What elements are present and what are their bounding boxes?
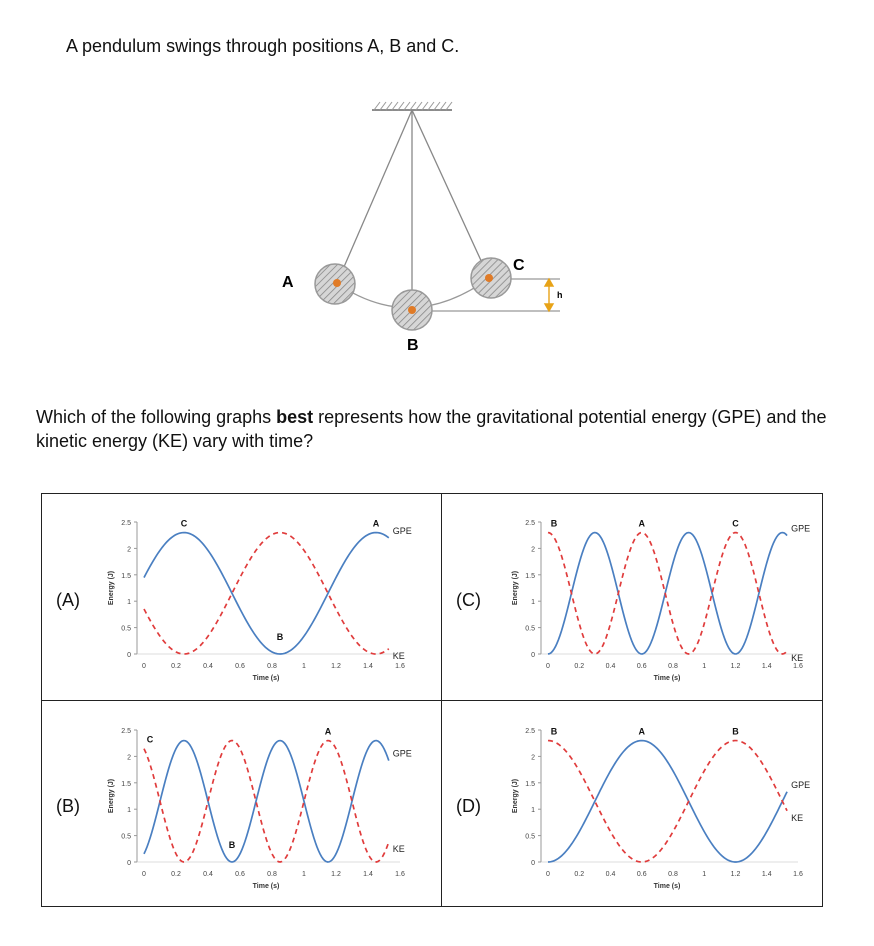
prompt-text-end: represents how the gravitational potential energy (GPE) and the kinetic energy (KE) vary with time? (36, 407, 827, 451)
position-annotation: B (276, 632, 284, 642)
series-gpe-label: GPE (791, 779, 811, 790)
position-annotation: B (732, 726, 739, 737)
option-label-b[interactable]: (B) (56, 796, 80, 816)
option-label-c[interactable]: (C) (456, 590, 481, 610)
y-tick-label: 2.5 (121, 520, 131, 527)
x-tick-label: 1.6 (793, 871, 803, 878)
position-annotation: C (732, 518, 739, 529)
series-gpe-label: GPE (791, 523, 811, 534)
y-tick-label: 1 (127, 599, 131, 607)
x-tick-label: 1.2 (331, 871, 341, 878)
label-a: A (282, 274, 294, 291)
x-tick-label: 1.2 (730, 663, 741, 670)
position-annotation: A (324, 726, 332, 737)
x-tick-label: 0.8 (668, 871, 678, 878)
prompt-bold: best (276, 407, 314, 427)
height-arrow (545, 279, 553, 311)
x-tick-label: 1 (302, 663, 306, 670)
position-annotation: B (550, 726, 558, 737)
strings (337, 110, 489, 310)
y-tick-label: 2.5 (525, 728, 535, 735)
series-ke-label: KE (392, 650, 405, 661)
y-tick-label: 2 (127, 754, 131, 762)
y-tick-label: 0.5 (121, 625, 131, 633)
position-annotation: C (146, 734, 154, 745)
y-tick-label: 0.5 (525, 833, 535, 841)
x-tick-label: 1.2 (331, 663, 341, 670)
x-tick-label: 1.6 (395, 663, 405, 670)
x-tick-label: 0.6 (235, 871, 245, 878)
y-tick-label: 0 (127, 652, 131, 659)
x-tick-label: 0.4 (605, 871, 616, 878)
y-axis-label: Energy (J) (108, 570, 115, 606)
series-ke-label: KE (791, 653, 804, 664)
x-tick-label: 1 (302, 871, 306, 878)
option-label-a[interactable]: (A) (56, 590, 80, 610)
position-annotation: C (180, 518, 188, 529)
bob-c (471, 258, 511, 298)
x-tick-label: 1.4 (761, 871, 772, 878)
position-annotation: A (372, 518, 380, 529)
label-b: B (407, 337, 419, 354)
x-axis-label: Time (s) (252, 675, 280, 682)
x-tick-label: 0 (546, 663, 550, 670)
y-axis-label: Energy (J) (512, 778, 519, 814)
position-annotation: B (550, 518, 558, 529)
grid-divider-horizontal (42, 700, 822, 701)
x-tick-label: 0.6 (235, 663, 245, 670)
y-tick-label: 0.5 (121, 833, 131, 841)
question-intro: A pendulum swings through positions A, B and C. (66, 36, 460, 56)
bob-a (315, 264, 355, 304)
x-tick-label: 0.2 (171, 871, 181, 878)
x-tick-label: 0.6 (636, 663, 647, 670)
x-tick-label: 0.8 (267, 871, 277, 878)
series-ke-label: KE (791, 812, 804, 823)
y-tick-label: 1.5 (121, 780, 131, 788)
y-tick-label: 1 (127, 807, 131, 815)
chart-option-d (506, 716, 822, 896)
series-gpe-label: GPE (392, 748, 412, 759)
y-tick-label: 1.5 (121, 572, 131, 580)
y-axis-label: Energy (J) (108, 778, 115, 814)
x-tick-label: 0.8 (668, 663, 678, 670)
bob-b (392, 290, 432, 330)
option-label-d[interactable]: (D) (456, 796, 481, 816)
y-tick-label: 0.5 (525, 625, 535, 633)
x-tick-label: 0.6 (636, 871, 647, 878)
x-tick-label: 0.4 (203, 871, 213, 878)
y-axis-label: Energy (J) (512, 570, 519, 606)
x-tick-label: 0 (142, 871, 146, 878)
position-annotation: A (638, 726, 645, 737)
label-c: C (513, 257, 525, 274)
series-gpe-label: GPE (392, 525, 412, 536)
x-tick-label: 0.4 (605, 663, 616, 670)
answer-grid (41, 493, 823, 907)
y-tick-label: 2 (531, 546, 535, 554)
x-tick-label: 1.6 (395, 871, 405, 878)
series-ke-label: KE (392, 843, 405, 854)
x-tick-label: 0.8 (267, 663, 277, 670)
position-annotation: A (638, 518, 645, 529)
question-prompt (36, 405, 836, 453)
x-tick-label: 0.2 (574, 871, 585, 878)
ceiling-hatch (372, 102, 452, 110)
position-annotation: B (228, 840, 236, 850)
x-tick-label: 1.4 (363, 663, 373, 670)
pendulum-diagram (270, 98, 590, 358)
y-tick-label: 1.5 (525, 780, 535, 788)
x-tick-label: 0 (546, 871, 550, 878)
series-gpe-line (548, 741, 787, 862)
x-tick-label: 0.2 (171, 663, 181, 670)
x-tick-label: 1.4 (761, 663, 772, 670)
prompt-text: Which of the following graphs (36, 407, 277, 427)
series-ke-line (548, 741, 787, 862)
x-tick-label: 0 (142, 663, 146, 670)
y-tick-label: 1 (531, 599, 535, 607)
y-tick-label: 2.5 (121, 728, 131, 735)
x-tick-label: 1 (702, 871, 707, 878)
y-tick-label: 1 (531, 807, 535, 815)
series-gpe-line (144, 741, 389, 862)
chart-option-a (104, 510, 424, 690)
y-tick-label: 1.5 (525, 572, 535, 580)
x-axis-label: Time (s) (653, 883, 681, 890)
x-tick-label: 1.4 (363, 871, 373, 878)
y-tick-label: 0 (531, 652, 535, 659)
y-tick-label: 2.5 (525, 520, 535, 527)
y-tick-label: 0 (127, 860, 131, 867)
x-axis-label: Time (s) (252, 883, 280, 890)
x-tick-label: 1 (702, 663, 707, 670)
y-tick-label: 2 (531, 754, 535, 762)
y-tick-label: 2 (127, 546, 131, 554)
x-tick-label: 1.2 (730, 871, 741, 878)
chart-option-c (506, 510, 822, 690)
y-tick-label: 0 (531, 860, 535, 867)
x-tick-label: 0.4 (203, 663, 213, 670)
x-tick-label: 1.6 (793, 663, 803, 670)
label-h: h (557, 290, 563, 300)
x-tick-label: 0.2 (574, 663, 585, 670)
chart-option-b (104, 716, 424, 896)
x-axis-label: Time (s) (653, 675, 681, 682)
